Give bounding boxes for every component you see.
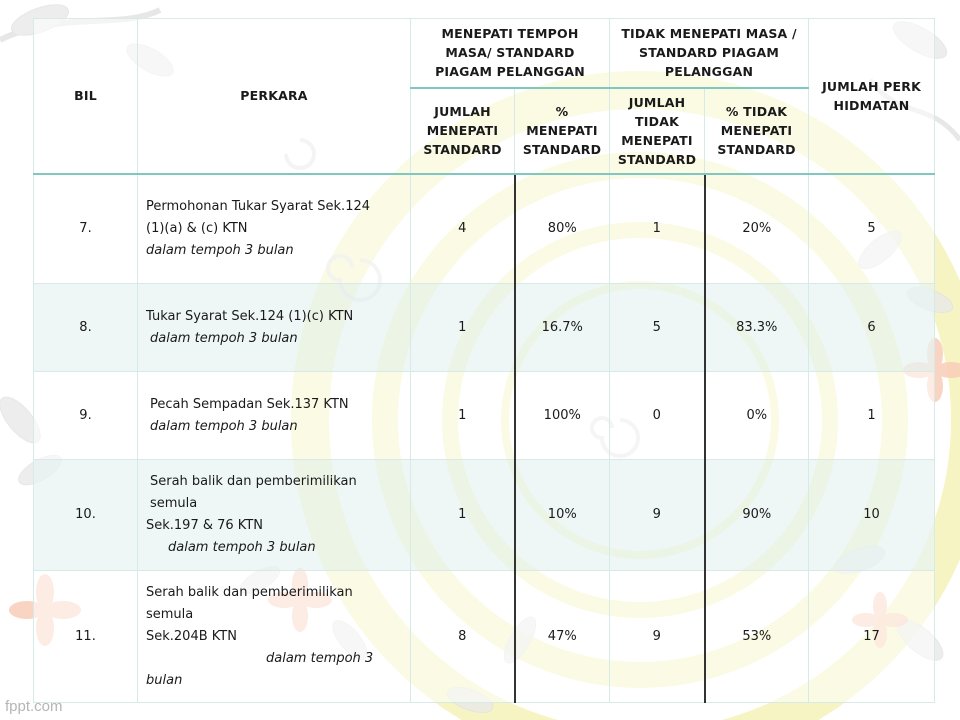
header-jumlah-menepati: JUMLAH MENEPATI STANDARD — [411, 88, 515, 174]
row-jumlah: 1 — [809, 372, 935, 460]
row-jumlah: 6 — [809, 284, 935, 372]
perkara-line: Permohonan Tukar Syarat Sek.124 — [146, 198, 371, 214]
perkara-tempoh: bulan — [146, 672, 183, 688]
row-pct-menepati: 100% — [515, 372, 610, 460]
table-container — [33, 18, 934, 703]
header-bil: BIL — [34, 19, 138, 174]
header-jumlah-perkhidmatan: JUMLAH PERKHIDMATAN — [809, 19, 935, 174]
row-pct-tidak: 20% — [705, 174, 809, 284]
row-jumlah-menepati: 4 — [411, 174, 515, 284]
perkara-tempoh: dalam tempoh 3 bulan — [150, 330, 298, 346]
row-perkara — [138, 372, 411, 460]
perkara-line: (1)(a) & (c) KTN — [146, 220, 248, 236]
header-jumlah-tidak-menepati: JUMLAH TIDAK MENEPATI STANDARD — [610, 88, 705, 174]
row-jumlah-tidak: 5 — [610, 284, 705, 372]
row-perkara — [138, 460, 411, 571]
perkara-tempoh: dalam tempoh 3 bulan — [168, 540, 316, 555]
row-jumlah: 17 — [809, 571, 935, 703]
service-performance-table — [33, 18, 935, 703]
table-row — [34, 372, 935, 460]
row-jumlah-tidak: 9 — [610, 571, 705, 703]
row-jumlah-tidak: 1 — [610, 174, 705, 284]
table-row — [34, 284, 935, 372]
row-bil: 8. — [34, 284, 138, 372]
footer-watermark: fppt.com — [5, 698, 63, 715]
perkara-line: Serah balik dan pemberimilikan semula — [146, 584, 353, 622]
row-pct-tidak: 83.3% — [705, 284, 809, 372]
row-perkara — [138, 174, 411, 284]
perkara-line: Sek.204B KTN — [146, 628, 237, 644]
header-tidak-menepati-group: TIDAK MENEPATI MASA / STANDARD PIAGAM PELANGGAN — [610, 19, 809, 88]
row-pct-menepati: 80% — [515, 174, 610, 284]
row-bil: 7. — [34, 174, 138, 284]
row-perkara — [138, 284, 411, 372]
row-pct-menepati: 10% — [515, 460, 610, 571]
header-pct-menepati: % MENEPATI STANDARD — [515, 88, 610, 174]
row-pct-menepati: 47% — [515, 571, 610, 703]
row-jumlah-menepati: 1 — [411, 372, 515, 460]
table-row — [34, 571, 935, 703]
row-jumlah: 5 — [809, 174, 935, 284]
row-pct-menepati: 16.7% — [515, 284, 610, 372]
header-perkara: PERKARA — [138, 19, 411, 174]
perkara-line: Pecah Sempadan Sek.137 KTN — [150, 396, 349, 412]
row-jumlah-tidak: 0 — [610, 372, 705, 460]
row-perkara — [138, 571, 411, 703]
row-jumlah-menepati: 1 — [411, 460, 515, 571]
header-pct-tidak-menepati: % TIDAK MENEPATI STANDARD — [705, 88, 809, 174]
table-row — [34, 460, 935, 571]
row-jumlah-menepati: 8 — [411, 571, 515, 703]
perkara-tempoh: dalam tempoh 3 bulan — [150, 418, 298, 434]
table-row — [34, 174, 935, 284]
perkara-tempoh: dalam tempoh 3 — [266, 650, 374, 666]
row-jumlah: 10 — [809, 460, 935, 571]
header-menepati-group: MENEPATI TEMPOH MASA/ STANDARD PIAGAM PELANGGAN — [411, 19, 610, 88]
row-jumlah-menepati: 1 — [411, 284, 515, 372]
row-pct-tidak: 53% — [705, 571, 809, 703]
perkara-line: Tukar Syarat Sek.124 (1)(c) KTN — [146, 308, 354, 324]
row-pct-tidak: 0% — [705, 372, 809, 460]
row-jumlah-tidak: 9 — [610, 460, 705, 571]
perkara-tempoh: dalam tempoh 3 bulan — [146, 242, 294, 258]
perkara-line: Sek.197 & 76 KTN — [146, 518, 263, 533]
row-bil: 9. — [34, 372, 138, 460]
perkara-line: Serah balik dan pemberimilikan semula — [150, 474, 357, 511]
row-pct-tidak: 90% — [705, 460, 809, 571]
row-bil: 11. — [34, 571, 138, 703]
row-bil: 10. — [34, 460, 138, 571]
